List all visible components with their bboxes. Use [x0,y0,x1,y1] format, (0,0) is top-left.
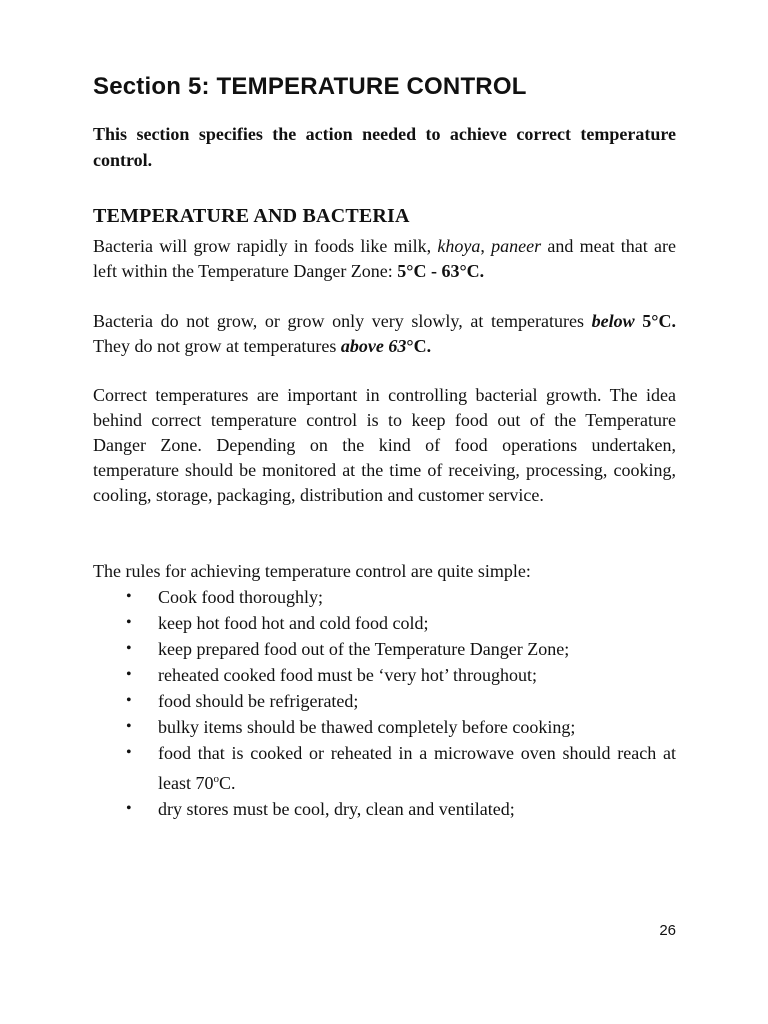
list-item [93,796,676,822]
p1-paneer: paneer [491,236,542,256]
rule-text: dry stores must be cool, dry, clean and ventilated; [158,799,515,819]
rule-text: reheated cooked food must be ‘very hot’ throughout; [158,665,538,685]
list-item [93,662,676,688]
rule-text: food should be refrigerated; [158,691,359,711]
rule-unit: C. [219,773,236,793]
bullet-icon: • [126,614,132,631]
paragraph-bacteria-growth [93,234,676,284]
list-item [93,636,676,662]
bullet-icon: • [126,800,132,817]
list-item [93,714,676,740]
bullet-icon: • [126,588,132,605]
paragraph-temperature-importance: Correct temperatures are important in controlling bacterial growth. The idea behind correct temperature control is to keep food out of the Temperature Danger Zone. Depending on the kind of food operations undertaken, temperature should be monitored at the time of receiving, processing, cooking, cooling, storage, packaging, distribution and customer service. [93,385,676,505]
rule-text: Cook food thoroughly; [158,587,323,607]
p2-text-1: Bacteria do not grow, or grow only very slowly, at temperatures [93,311,592,331]
paragraph-rules-intro: The rules for achieving temperature control are quite simple: [93,561,531,581]
p1-danger-range: 5°C - 63°C. [397,261,485,281]
paragraph-no-growth [93,309,676,359]
degree-superscript: o [213,773,219,785]
p2-five-degrees: 5°C. [642,311,676,331]
p2-degree-unit: °C. [406,336,432,356]
section-intro: This section specifies the action needed to achieve correct temperature control. [93,124,676,170]
bullet-icon: • [126,666,132,683]
p1-khoya: khoya [437,236,481,256]
p2-above: above 63 [340,336,407,356]
list-item [93,740,676,796]
bullet-icon: • [126,640,132,657]
bullet-icon: • [126,744,132,761]
p1-comma: , [480,236,492,256]
rule-text: food that is cooked or reheated in a microwave oven should reach at least 70 [158,743,676,793]
p1-text-1: Bacteria will grow rapidly in foods like milk, [93,236,438,256]
list-item [93,688,676,714]
rules-list [93,584,676,822]
p2-text-3: They do not grow at temperatures [93,336,341,356]
subsection-heading: TEMPERATURE AND BACTERIA [93,205,410,227]
p1-text-2: and meat that are left within the Temperature Danger Zone: [93,236,677,281]
rule-text: bulky items should be thawed completely before cooking; [158,717,576,737]
rule-text: keep hot food hot and cold food cold; [158,613,429,633]
bullet-icon: • [126,718,132,735]
list-item [93,610,676,636]
document-page [93,0,676,1024]
list-item [93,584,676,610]
rule-text: keep prepared food out of the Temperature Danger Zone; [158,639,570,659]
bullet-icon: • [126,692,132,709]
p2-below: below [591,311,635,331]
page-number: 26 [659,922,676,939]
section-title: Section 5: TEMPERATURE CONTROL [93,73,527,100]
